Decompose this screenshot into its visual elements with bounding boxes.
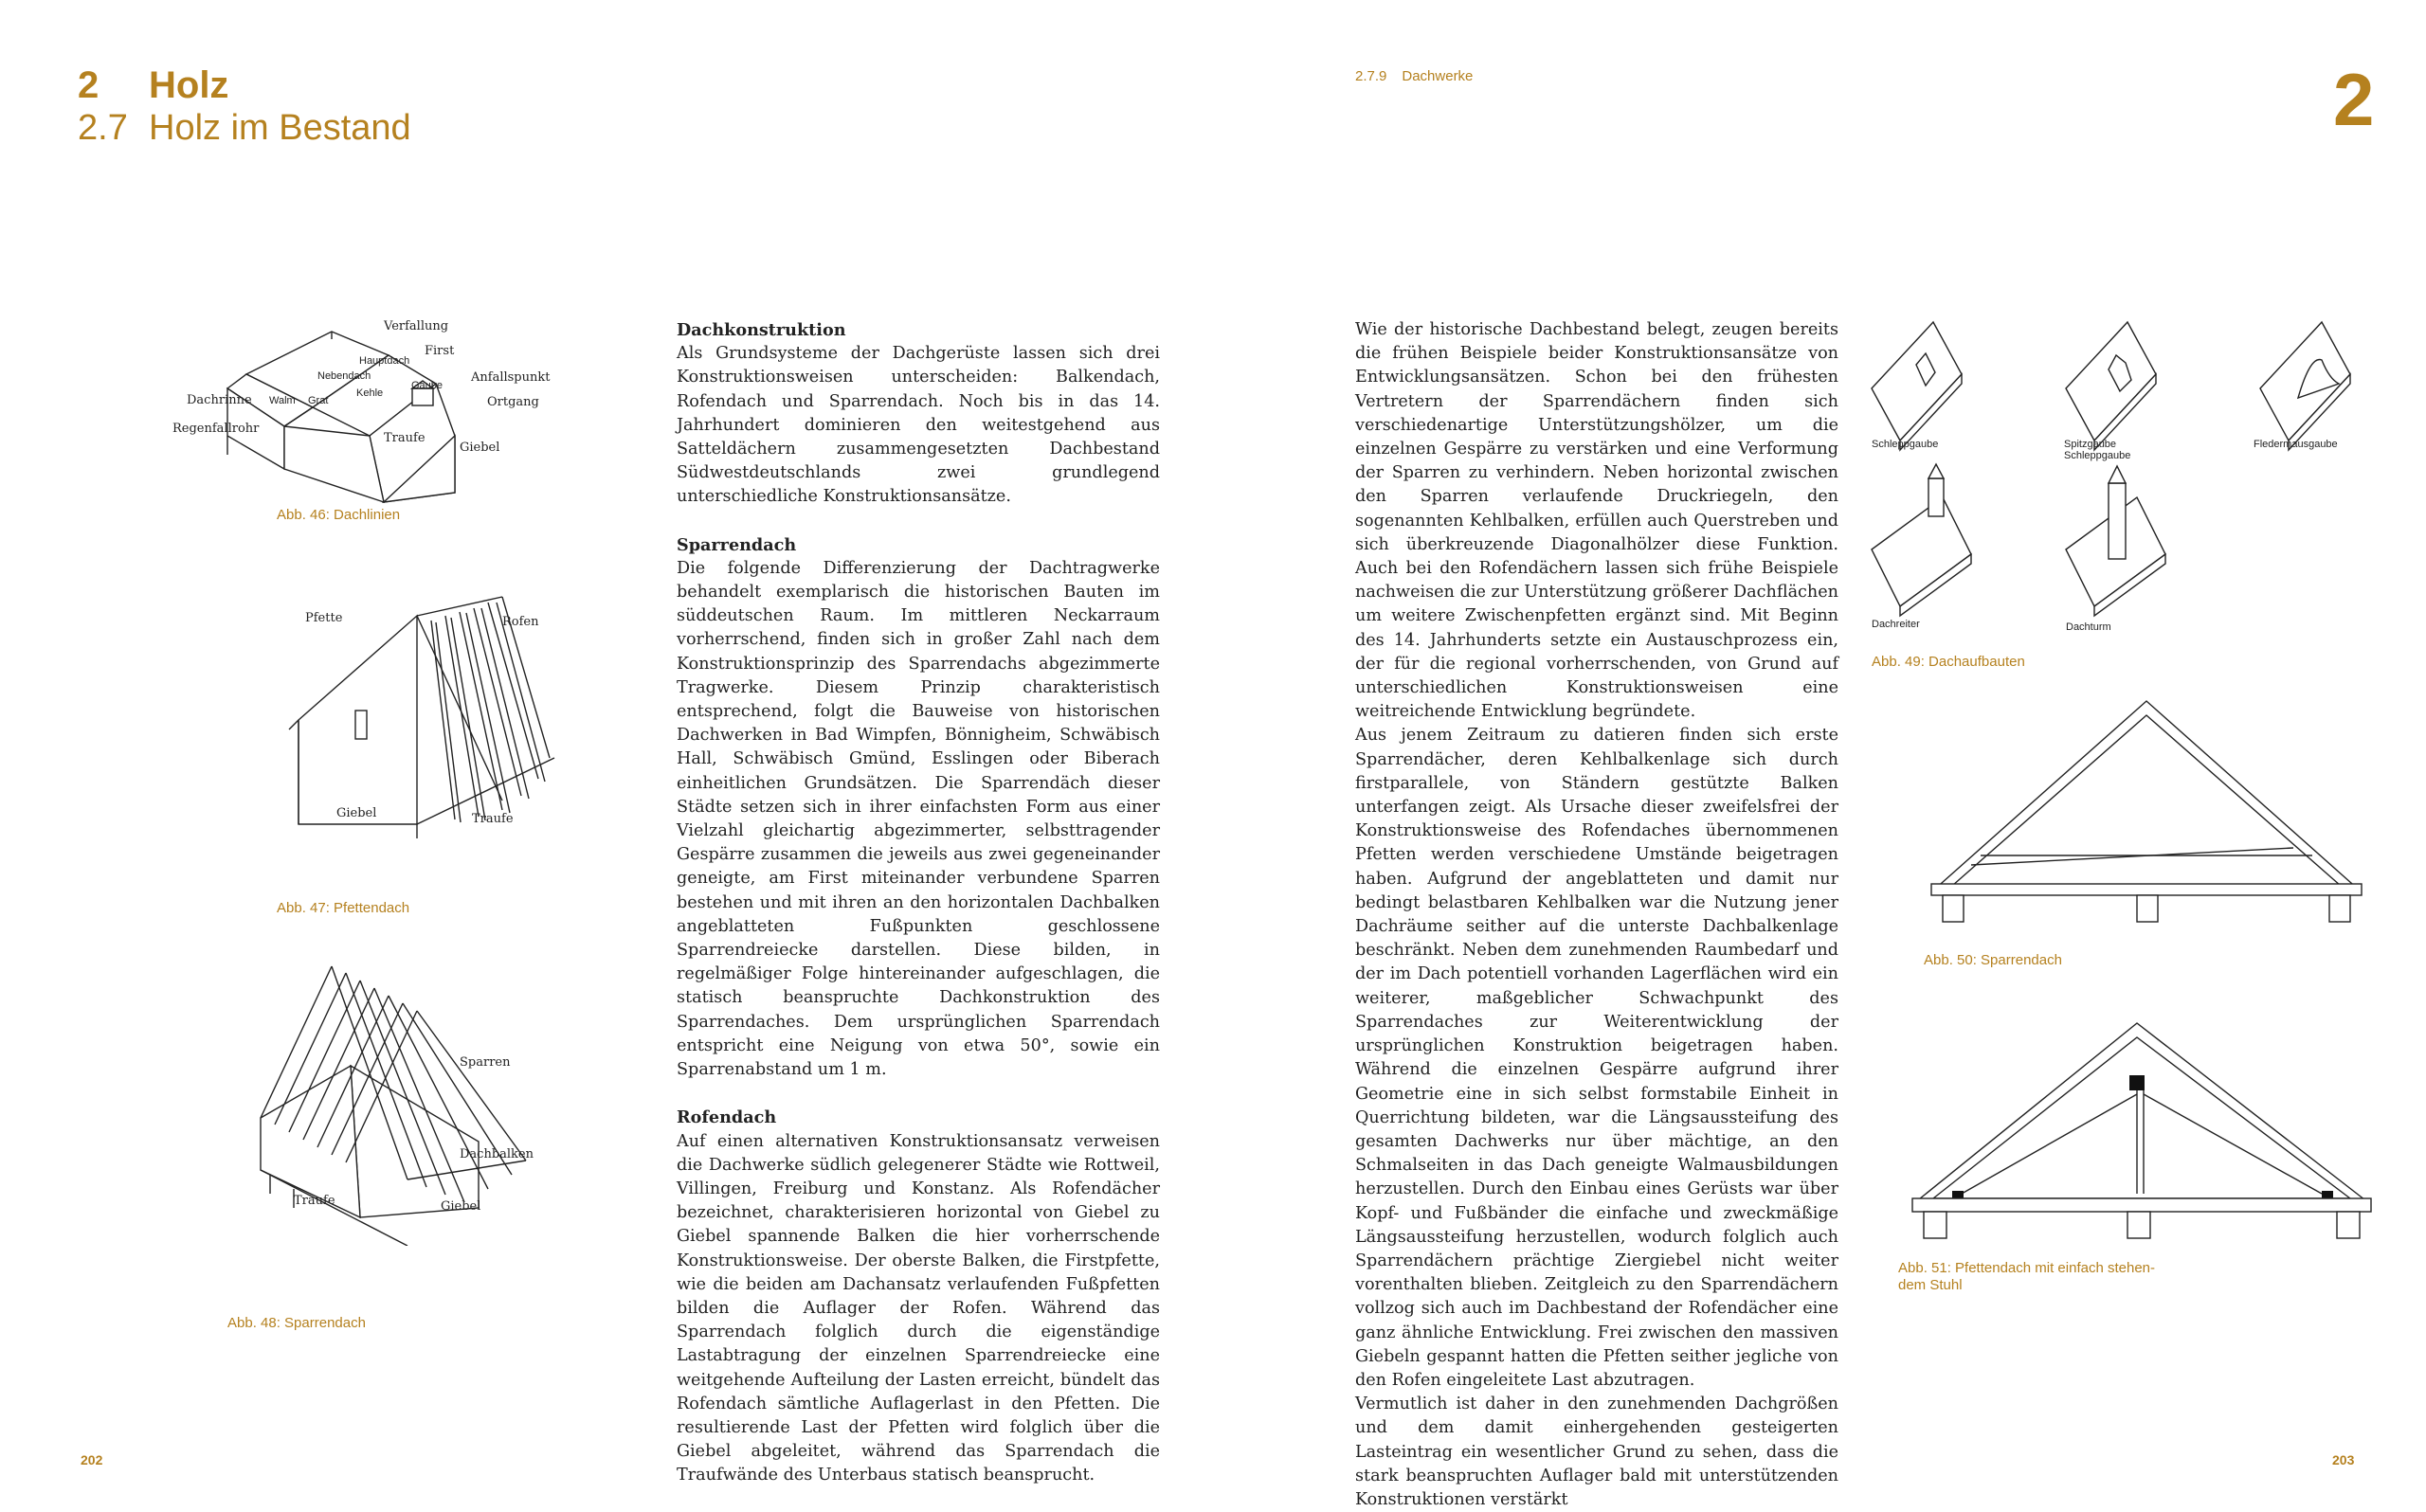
- fig51-caption-line2: dem Stuhl: [1898, 1277, 1963, 1293]
- label-fledermausgaube: Fledermausgaube: [2254, 439, 2338, 450]
- page-number-left: 202: [81, 1452, 103, 1467]
- paragraph-dachgroessen: Vermutlich ist daher in den zunehmenden Dachgrößen und dem damit einhergehenden gesteigerten Lasteintrag ein wesentlicher Grund zu sehen, dass die stark beanspruchten Auflager bald mit unterstützenden Konstruktionen verstärkt: [1355, 1395, 1838, 1509]
- label-dachrinne: Dachrinne: [187, 393, 252, 407]
- label-traufe: Traufe: [294, 1194, 335, 1208]
- label-kehle: Kehle: [356, 387, 384, 399]
- label-regenfallrohr: Regenfallrohr: [172, 422, 260, 436]
- fig50-sparrendach-drawing: [1924, 696, 2369, 933]
- fig48-sparrendach-drawing: [256, 962, 569, 1246]
- running-section-title: Dachwerke: [1402, 68, 1474, 84]
- label-gaube: Gaube: [411, 380, 444, 391]
- fig46-dachlinien-drawing: [171, 313, 588, 521]
- label-traufe: Traufe: [472, 812, 514, 826]
- fig46-caption: Abb. 46: Dachlinien: [277, 507, 401, 523]
- paragraph-entwicklung: Wie der historische Dachbestand belegt, zeugen bereits die frühen Beispiele beider Konstruktionsansätze von Entwicklungsansätzen. Schon bei den frühesten Vertretern der Sparrendächern finden sich verschiedenartige Unterstützungshölzer, um die einzelnen Gespärre zu verstärken und eine Verformung der Sparren zu verhindern. Neben horizontal zwischen den Sparren verlaufende Druckriegeln, den sogenannten Kehlbalken, erfüllen auch Querstreben und sich überkreuzende Diagonalhölzer diese Funktion. Auch bei den Rofendächern lassen sich frühe Beispiele nachweisen die zur Unterstützung größerer Dachflächen um weitere Zwischenpfetten ergänzt sind. Mit Beginn des 14. Jahrhunderts setzte ein Austauschprozess ein, der für die regional vorherrschenden, von Grund auf unterschiedlichen Konstruktionsweisen eine weitreichende Entwicklung begründete.: [1355, 320, 1838, 722]
- heading-rofendach: Rofendach: [677, 1107, 777, 1128]
- label-hauptdach: Hauptdach: [359, 355, 410, 367]
- text-column-left: [677, 318, 1160, 1488]
- heading-sparrendach: Sparrendach: [677, 534, 797, 555]
- label-spitzgaube: Spitzgaube: [2064, 439, 2117, 450]
- label-rofen: Rofen: [502, 615, 539, 629]
- label-nebendach: Nebendach: [317, 370, 371, 382]
- paragraph-zeitraum: Aus jenem Zeitraum zu datieren finden sich erste Sparrendächer, deren Kehlbalkenlage sich durch firstparallele, von Ständern gestützte Balken unterfangen zeigt. Als Ursache dieser zweifelsfrei der Konstruktionsweise des Rofendaches übernommenen Pfetten werden verschiedene Umstände beigetragen haben. Aufgrund der angeblatteten und damit nur bedingt belastbaren Kehlbalken war die Nutzung jener Dachräume seither auf die unterste Dachbalkenlage beschränkt. Neben dem zunehmenden Raumbedarf und der im Dach potentiell vorhanden Lagerflächen wird ein weiterer, maßgeblicher Schwachpunkt des Sparrendaches zur Weiterentwicklung der ursprünglichen Konstruktion beigetragen haben. Während die einzelnen Gespärre aufgrund ihrer Geometrie eine in sich selbst formstabile Einheit in Querrichtung bildeten, war die Längsaussteifung des gesamten Dachwerks nur über mächtige, an den Schmalseiten in das Dach geneigte Walmausbildungen herzustellen. Durch den Einbau eines Gerüsts war über Kopf- und Fußbänder die einfache und zweckmäßige Längsaussteifung herzustellen, wodurch folglich auch Sparrendächern prächtige Ziergiebel nicht weiter vorenthalten blieben. Zeitgleich zu den Sparrendächern vollzog sich auch im Dachbestand der Rofendächer eine ganz ähnliche Entwicklung. Frei zwischen den massiven Giebeln gespannt hatten die Pfetten seither jegliche von den Rofen eingeleitete Last abzutragen.: [1355, 726, 1838, 1390]
- label-schleppgaube: Schleppgaube: [1872, 439, 1939, 450]
- fig48-caption: Abb. 48: Sparrendach: [227, 1315, 366, 1331]
- fig51-pfettendach-drawing: [1905, 1018, 2379, 1255]
- fig49-caption: Abb. 49: Dachaufbauten: [1872, 654, 2025, 670]
- chapter-number: 2: [78, 64, 100, 106]
- paragraph-dachkonstruktion: Als Grundsysteme der Dachgerüste lassen sich drei Konstruktionsweisen unterscheiden: Balkendach, Rofendach und Sparrendach. Noch bis in das 14. Jahrhundert dominieren den weitestgehend aus Satteldächern zusammengesetzten Dachbestand Südwestdeutschlands zwei grundlegend unterschiedliche Konstruktionsansätze.: [677, 344, 1160, 507]
- label-traufe: Traufe: [384, 431, 425, 445]
- chapter-marker: 2: [2333, 58, 2375, 141]
- paragraph-sparrendach: Die folgende Differenzierung der Dachtragwerke behandelt exemplarisch die historischen Bauten im süddeutschen Raum. Im mittleren Neckarraum vorherrschend, finden sich in großer Zahl nach dem Konstruktionsprinzip des Sparrendachs abgezimmerte Tragwerke. Diesem Prinzip charakteristisch entsprechend, folgt die Bauweise von historischen Dachwerken in Bad Wimpfen, Bönnigheim, Schwäbisch Hall, Schwäbisch Gmünd, Esslingen oder Biberach einheitlichen Grundsätzen. Die Sparrendäch dieser Städte setzen sich in ihrer einfachsten Form aus einer Vielzahl gleichartig abgezimmerter, selbsttragender Gespärre zusammen die jeweils aus zwei gegeneinander geneigte, am First miteinander verbundene Sparren bestehen und mit ihren an den horizontalen Dachbalken angeblatteten Fußpunkten geschlossene Sparrendreiecke darstellen. Diese bilden, in regelmäßiger Folge hintereinander aufgeschlagen, die statisch beanspruchte Dachkonstruktion des Sparrendaches. Dem ursprünglichen Sparrendach entspricht eine Neigung von etwa 50°, sowie ein Sparrenabstand um 1 m.: [677, 558, 1160, 1080]
- fig49-dachaufbauten-drawing: [1867, 317, 2398, 639]
- section-title: Holz im Bestand: [149, 108, 411, 148]
- fig47-pfettendach-drawing: [284, 568, 569, 853]
- page-number-right: 203: [2332, 1452, 2355, 1467]
- label-grat: Grat: [308, 395, 329, 406]
- label-dachturm: Dachturm: [2066, 621, 2111, 633]
- label-giebel: Giebel: [441, 1199, 481, 1214]
- fig50-caption: Abb. 50: Sparrendach: [1924, 952, 2062, 968]
- label-giebel: Giebel: [460, 441, 500, 455]
- section-number: 2.7: [78, 108, 128, 148]
- label-sparren: Sparren: [460, 1055, 511, 1070]
- label-verfallung: Verfallung: [384, 319, 449, 333]
- fig47-caption: Abb. 47: Pfettendach: [277, 900, 410, 916]
- paragraph-rofendach: Auf einen alternativen Konstruktionsansatz verweisen die Dachwerke südlich gelegenerer Städte wie Rottweil, Villingen, Freiburg und Konstanz. Als Rofendächer bezeichnet, charakterisieren horizontal von Giebel zu Giebel spannende Balken die hier vorherrschende Konstruktionsweise. Der oberste Balken, die Firstpfette, wie die beiden am Dachansatz verlaufenden Fußpfetten bilden die Auflager der Rofen. Während das Sparrendach folglich durch die eigenständige Lastabtragung der einzelnen Sparrendreiecke eine weitgehende Aufteilung der Lasten erreicht, bündelt das Rofendach sämtliche Auflagerlast in den Pfetten. Die resultierende Last der Pfetten wird folglich über die Giebel abgeleitet, während das Sparrendach die Traufwände des Unterbaus statisch beansprucht.: [677, 1131, 1160, 1485]
- running-section-ref: [1355, 68, 1488, 84]
- running-section-number: 2.7.9: [1355, 68, 1387, 84]
- label-pfette: Pfette: [305, 611, 343, 625]
- chapter-title: Holz: [149, 64, 229, 106]
- fig51-caption: [1898, 1260, 2155, 1294]
- fig51-caption-line1: Abb. 51: Pfettendach mit einfach stehen-: [1898, 1260, 2156, 1276]
- label-dachbalken: Dachbalken: [460, 1147, 534, 1161]
- label-walm: Walm: [269, 395, 296, 406]
- label-spitzgaube-line2: Schleppgaube: [2064, 450, 2131, 461]
- label-anfallspunkt: Anfallspunkt: [471, 370, 551, 385]
- label-ortgang: Ortgang: [487, 395, 539, 409]
- label-giebel: Giebel: [336, 806, 377, 820]
- heading-dachkonstruktion: Dachkonstruktion: [677, 320, 846, 340]
- label-first: First: [425, 344, 455, 358]
- label-dachreiter: Dachreiter: [1872, 619, 1920, 630]
- text-column-right: [1355, 318, 1838, 1512]
